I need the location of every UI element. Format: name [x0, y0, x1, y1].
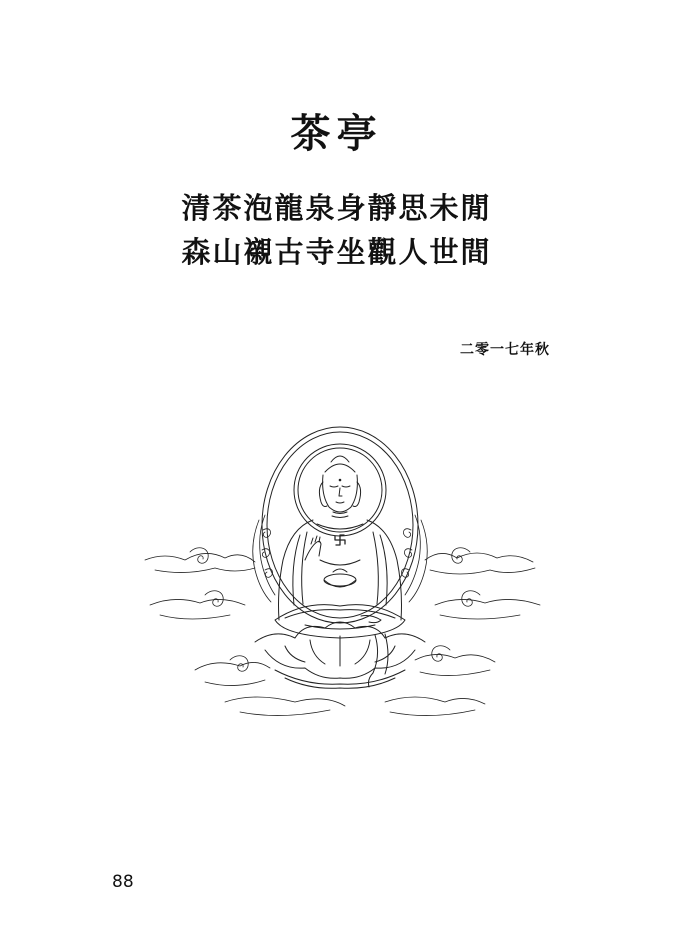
poem-line-2: 森山襯古寺坐觀人世間: [181, 235, 492, 269]
lotus-throne: [255, 622, 425, 688]
page-number: 88: [112, 872, 134, 892]
poem: [0, 186, 673, 274]
date-signature: 二零一七年秋: [460, 342, 550, 358]
buddha-legs: [275, 605, 405, 638]
buddha-head: [319, 456, 360, 518]
buddha-body: [279, 520, 402, 620]
buddha-illustration: [135, 420, 545, 720]
page-title: 茶亭: [290, 111, 383, 157]
clouds-left: [145, 548, 345, 716]
poem-line-1: 清茶泡龍泉身靜思未閒: [181, 191, 492, 225]
